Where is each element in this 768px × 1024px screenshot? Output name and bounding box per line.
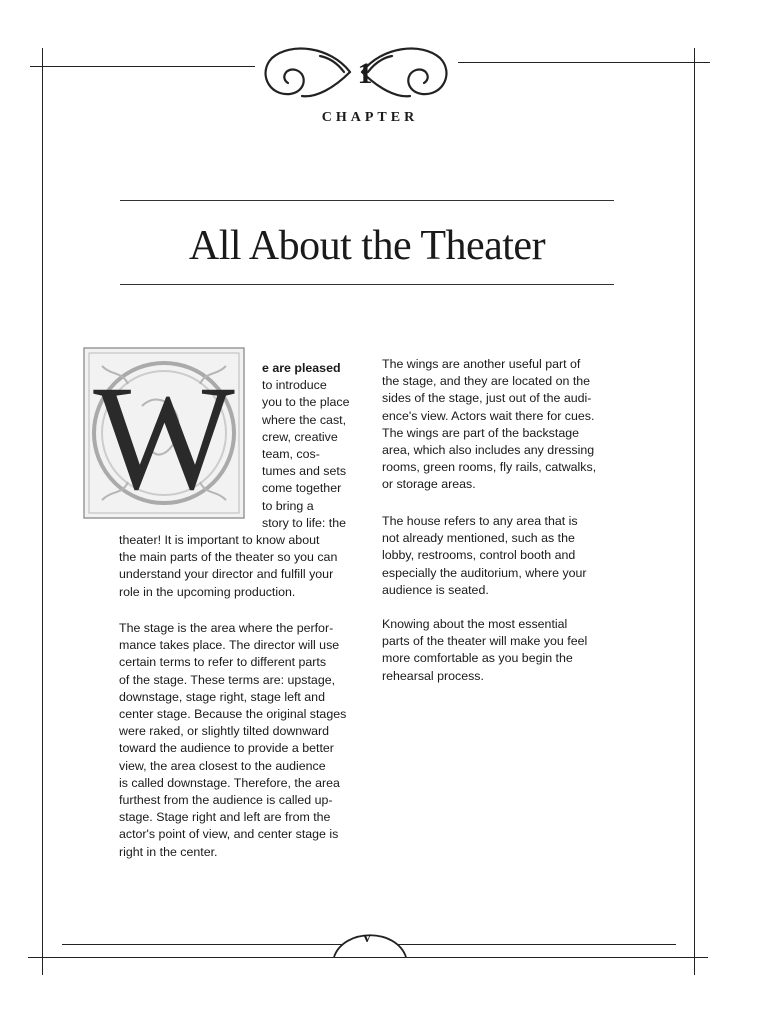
stage-line: of the stage. These terms are: upstage, (119, 672, 336, 687)
house-line: especially the auditorium, where your (382, 565, 587, 580)
frame-right-line (694, 48, 695, 975)
closing-line: parts of the theater will make you feel (382, 634, 588, 649)
intro-line: understand your director and fulfill your (119, 567, 334, 582)
drop-cap-letter: W (93, 355, 235, 520)
title-rule-top (120, 200, 614, 201)
closing-line: Knowing about the most essential (382, 617, 568, 631)
house-line: The house refers to any area that is (382, 514, 578, 528)
stage-line: is called downstage. Therefore, the area (119, 775, 340, 790)
intro-line: to bring a (262, 498, 314, 513)
stage-line: certain terms to refer to different parts (119, 655, 327, 670)
stage-line: view, the area closest to the audience (119, 758, 326, 773)
intro-line: team, cos- (262, 447, 320, 462)
decorative-drop-cap (82, 346, 246, 520)
house-line: lobby, restrooms, control booth and (382, 548, 576, 563)
closing-line: more comfortable as you begin the (382, 651, 573, 666)
closing-paragraph (382, 616, 587, 685)
stage-line: right in the center. (119, 844, 218, 859)
stage-paragraph (119, 620, 346, 861)
page-title: All About the Theater (188, 223, 546, 269)
intro-line: role in the upcoming production. (119, 584, 296, 599)
stage-line: toward the audience to provide a better (119, 741, 334, 756)
stage-line: downstage, stage right, stage left and (119, 689, 325, 704)
wings-line: The wings are part of the backstage (382, 425, 579, 440)
wings-line: the stage, and they are located on the (382, 374, 591, 389)
wings-line: rooms, green rooms, fly rails, catwalks, (382, 460, 597, 475)
title-rule-bottom (120, 284, 614, 285)
frame-top-line-left (30, 66, 255, 67)
stage-line: mance takes place. The director will use (119, 638, 340, 653)
stage-line: actor's point of view, and center stage is (119, 827, 339, 842)
wings-line: area, which also includes any dressing (382, 443, 595, 458)
page-number: v (363, 930, 371, 946)
intro-paragraph (262, 360, 350, 532)
intro-lead: e are pleased (262, 361, 341, 375)
footer-rule-upper (62, 944, 342, 945)
stage-line: were raked, or slightly tilted downward (119, 724, 330, 739)
wings-line: The wings are another useful part of (382, 357, 581, 371)
intro-line: the main parts of the theater so you can (119, 550, 338, 565)
intro-line: where the cast, (262, 412, 347, 427)
intro-line: come together (262, 481, 342, 496)
footer-rule-upper-right (398, 944, 676, 945)
intro-line: you to the place (262, 395, 350, 410)
chapter-number: 1 (357, 57, 373, 90)
house-paragraph (382, 513, 587, 599)
wings-line: ence's view. Actors wait there for cues. (382, 408, 595, 423)
wings-paragraph (382, 356, 596, 494)
stage-line: center stage. Because the original stages (119, 707, 347, 722)
intro-line: theater! It is important to know about (119, 533, 320, 547)
wings-line: sides of the stage, just out of the audi- (382, 391, 592, 406)
intro-line: crew, creative (262, 429, 338, 444)
house-line: not already mentioned, such as the (382, 531, 575, 546)
house-line: audience is seated. (382, 582, 489, 597)
frame-top-line-right (458, 62, 710, 63)
intro-line: story to life: the (262, 515, 347, 530)
stage-line: stage. Stage right and left are from the (119, 810, 331, 825)
intro-line: to introduce (262, 378, 327, 393)
closing-line: rehearsal process. (382, 668, 484, 683)
stage-line: furthest from the audience is called up- (119, 793, 333, 808)
wings-line: or storage areas. (382, 477, 476, 492)
stage-line: The stage is the area where the perfor- (119, 621, 334, 635)
intro-paragraph-continued (119, 532, 337, 601)
frame-left-line (42, 48, 43, 975)
intro-line: tumes and sets (262, 464, 347, 479)
chapter-label: CHAPTER (321, 110, 419, 125)
